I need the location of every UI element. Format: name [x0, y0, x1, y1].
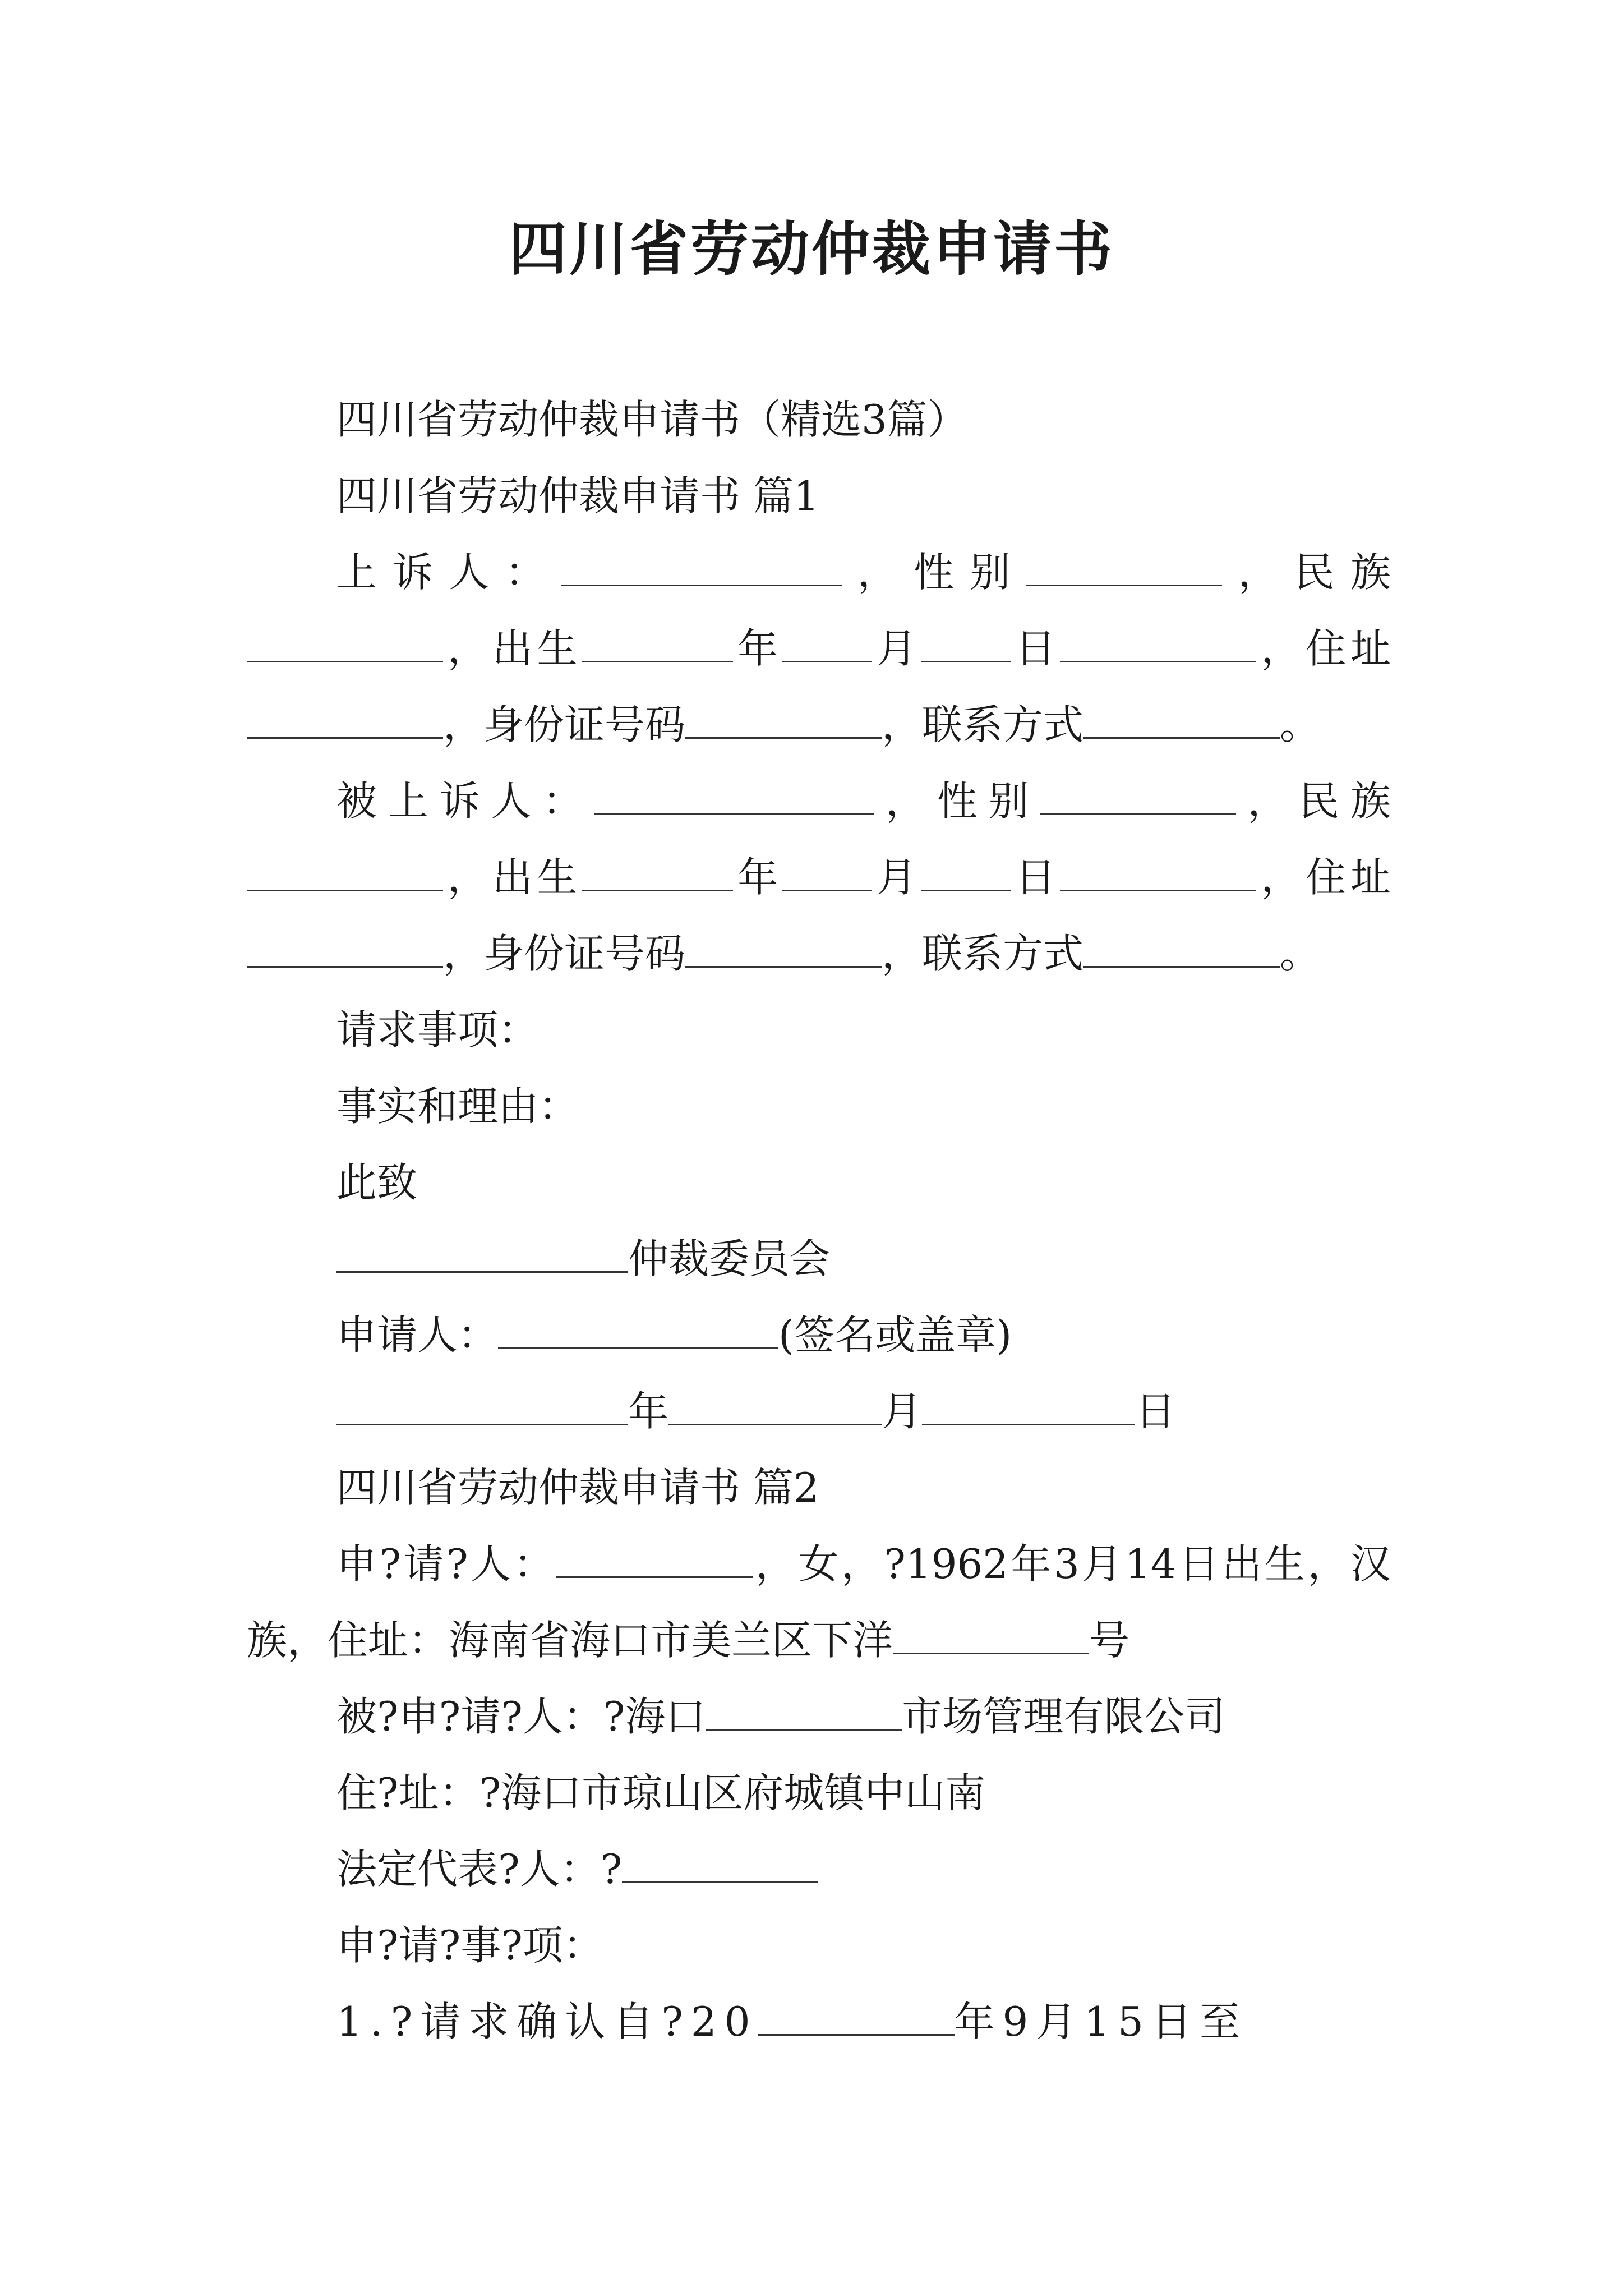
text: 住?址：?海口市琼山区府城镇中山南: [336, 1769, 986, 1816]
blank-field: [668, 1390, 882, 1425]
text: 被上诉人：: [336, 777, 594, 825]
blank-field: [561, 551, 842, 586]
date-line: [247, 1373, 1391, 1450]
facts-heading: [247, 1068, 1391, 1144]
blank-field: [706, 1695, 902, 1731]
blank-field: [336, 1237, 628, 1273]
text: 此致: [336, 1159, 418, 1206]
legal-rep-line: [247, 1831, 1391, 1907]
text: ，性别: [841, 549, 1026, 596]
text: ，住址: [1256, 854, 1391, 901]
text: ，联系方式: [882, 930, 1084, 977]
blank-field: [782, 627, 872, 662]
text: 法定代表?人：?: [336, 1846, 623, 1893]
text: 年9月15日至: [954, 1998, 1248, 2045]
items-heading: [247, 1907, 1391, 1984]
text: ，联系方式: [882, 701, 1084, 748]
text: 月: [872, 854, 921, 901]
text: 申?请?事?项：: [336, 1922, 603, 1969]
text: 号: [1089, 1617, 1130, 1664]
blank-field: [582, 627, 733, 662]
text: 年: [628, 1388, 669, 1435]
text: 被?申?请?人：?海口: [336, 1693, 706, 1740]
applicant-info: [247, 1526, 1391, 1678]
blank-field: [594, 780, 874, 815]
blank-field: [1026, 551, 1222, 586]
blank-field: [782, 856, 872, 891]
text: ，出生: [443, 625, 582, 672]
blank-field: [247, 932, 443, 968]
respondent-line: [247, 1678, 1391, 1755]
text: 日: [1011, 854, 1061, 901]
committee-line: [247, 1221, 1391, 1297]
text: 四川省劳动仲裁申请书 篇1: [336, 472, 819, 519]
document-title: 四川省劳动仲裁申请书: [508, 215, 1114, 283]
text: 日: [1135, 1388, 1176, 1435]
text: 月: [882, 1388, 923, 1435]
appellant-info: [247, 534, 1391, 763]
text: 。: [1280, 930, 1321, 977]
text: ，身份证号码: [443, 701, 686, 748]
salutation: [247, 1144, 1391, 1221]
blank-field: [556, 1543, 753, 1578]
text: ，出生: [443, 854, 582, 901]
text: 申请人：: [336, 1312, 499, 1359]
text: ，民族: [1236, 777, 1391, 825]
blank-field: [921, 627, 1011, 662]
text: ，性别: [874, 777, 1040, 825]
blank-field: [1083, 932, 1280, 968]
blank-field: [685, 703, 882, 739]
text: 日: [1011, 625, 1061, 672]
appellee-info: [247, 763, 1391, 992]
blank-field: [758, 2000, 955, 2036]
text: (签名或盖章): [778, 1312, 1012, 1359]
text: 事实和理由：: [336, 1083, 579, 1130]
text: ，女，?1962年3月14日出生，: [753, 1540, 1350, 1588]
text: 市场管理有限公司: [902, 1693, 1225, 1740]
text: 四川省劳动仲裁申请书（精选3篇）: [336, 396, 968, 443]
item-1: [247, 1984, 1391, 2060]
blank-field: [922, 1390, 1135, 1425]
blank-field: [921, 856, 1011, 891]
claims-heading: [247, 992, 1391, 1068]
blank-field: [582, 856, 733, 891]
text: 请求事项：: [336, 1006, 539, 1053]
document-body: [247, 381, 1391, 2060]
text: ，住址: [1256, 625, 1391, 672]
text: ，身份证号码: [443, 930, 686, 977]
blank-field: [247, 627, 443, 662]
blank-field: [685, 932, 882, 968]
subtitle-line: [247, 381, 1391, 458]
section-heading-1: [247, 458, 1391, 534]
blank-field: [893, 1619, 1089, 1654]
text: 仲裁委员会: [628, 1235, 831, 1282]
text: 年: [733, 625, 783, 672]
text: ，民族: [1222, 549, 1391, 596]
text: 四川省劳动仲裁申请书 篇2: [336, 1464, 819, 1511]
text: 汉族，住址：海南省海口市美兰区下洋: [247, 1540, 1391, 1664]
blank-field: [1060, 627, 1256, 662]
blank-field: [336, 1390, 628, 1425]
blank-field: [247, 703, 443, 739]
text: 。: [1280, 701, 1321, 748]
section-heading-2: [247, 1450, 1391, 1526]
blank-field: [1060, 856, 1256, 891]
address-line: [247, 1755, 1391, 1831]
signature-line: [247, 1297, 1391, 1373]
blank-field: [622, 1848, 818, 1883]
blank-field: [498, 1314, 778, 1349]
blank-field: [1083, 703, 1280, 739]
text: 月: [872, 625, 921, 672]
text: 上诉人：: [336, 549, 561, 596]
blank-field: [247, 856, 443, 891]
text: 1.?请求确认自?20: [336, 1998, 758, 2045]
blank-field: [1040, 780, 1236, 815]
text: 年: [733, 854, 783, 901]
text: 申?请?人：: [336, 1540, 557, 1588]
